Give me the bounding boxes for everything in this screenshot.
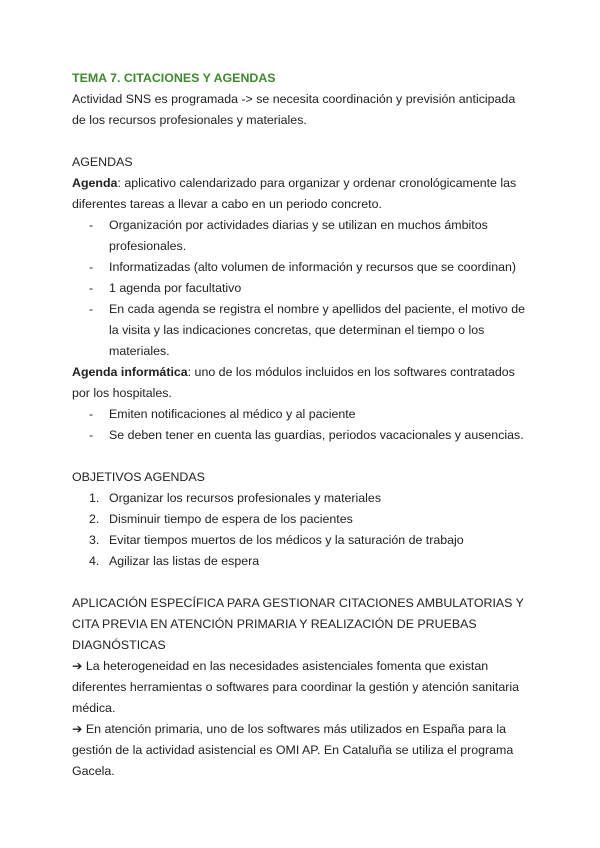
bullet-dash: - (89, 302, 94, 316)
list-item: - En cada agenda se registra el nombre y apellidos del paciente, el motivo de la visita y las indicaciones concretas, que determinan el tiempo o los materiales. (72, 299, 532, 362)
objetivos-list (72, 488, 532, 572)
intro-paragraph: Actividad SNS es programada -> se necesita coordinación y previsión anticipada de los recursos profesionales y materiales. (72, 92, 516, 127)
aplicacion-point: ➔ En atención primaria, uno de los softwares más utilizados en España para la gestión de la actividad asistencial es OMI AP. En Cataluña se utiliza el programa Gacela. (72, 722, 514, 778)
agenda-definition (72, 173, 532, 215)
bullet-dash: - (89, 428, 94, 442)
arrow-icon: ➔ (72, 659, 83, 673)
bullet-dash: - (89, 407, 94, 421)
agenda-informatica-text: : uno de los módulos incluidos en los softwares contratados por los hospitales. (72, 365, 515, 400)
spacer (72, 572, 532, 593)
list-number: 4. (89, 554, 100, 568)
agenda-definition-text: : aplicativo calendarizado para organizar y ordenar cronológicamente las diferentes tareas a llevar a cabo en un periodo concreto. (72, 176, 517, 211)
bullet-dash: - (89, 281, 94, 295)
list-item: - Emiten notificaciones al médico y al paciente (72, 404, 532, 425)
objetivos-heading: OBJETIVOS AGENDAS (72, 470, 205, 484)
list-number: 1. (89, 491, 100, 505)
agenda-informatica-definition (72, 362, 532, 404)
spacer (72, 131, 532, 152)
document-title: TEMA 7. CITACIONES Y AGENDAS (72, 71, 276, 85)
list-number: 3. (89, 533, 100, 547)
list-number: 2. (89, 512, 100, 526)
document-page (72, 68, 532, 782)
bullet-dash: - (89, 218, 94, 232)
aplicacion-point: ➔ La heterogeneidad en las necesidades asistenciales fomenta que existan diferentes herramientas o softwares para coordinar la gestión y atención sanitaria médica. (72, 659, 519, 715)
bullet-dash: - (89, 260, 94, 274)
list-item: - Organización por actividades diarias y se utilizan en muchos ámbitos profesionales. (72, 215, 532, 257)
agenda-term: Agenda (72, 176, 118, 190)
list-item: - 1 agenda por facultativo (72, 278, 532, 299)
aplicacion-heading: APLICACIÓN ESPECÍFICA PARA GESTIONAR CITACIONES AMBULATORIAS Y CITA PREVIA EN ATENCIÓN PRIMARIA Y REALIZACIÓN DE PRUEBAS DIAGNÓSTICAS (72, 596, 524, 652)
list-item: - Se deben tener en cuenta las guardias, periodos vacacionales y ausencias. (72, 425, 532, 446)
list-item: 2. Disminuir tiempo de espera de los pacientes (72, 509, 532, 530)
arrow-icon: ➔ (72, 722, 83, 736)
list-item: - Informatizadas (alto volumen de información y recursos que se coordinan) (72, 257, 532, 278)
list-item: 1. Organizar los recursos profesionales y materiales (72, 488, 532, 509)
agenda-informatica-list (72, 404, 532, 446)
list-item: 4. Agilizar las listas de espera (72, 551, 532, 572)
spacer (72, 446, 532, 467)
agendas-heading: AGENDAS (72, 155, 133, 169)
agenda-bullet-list (72, 215, 532, 362)
agenda-informatica-term: Agenda informática (72, 365, 188, 379)
list-item: 3. Evitar tiempos muertos de los médicos y la saturación de trabajo (72, 530, 532, 551)
